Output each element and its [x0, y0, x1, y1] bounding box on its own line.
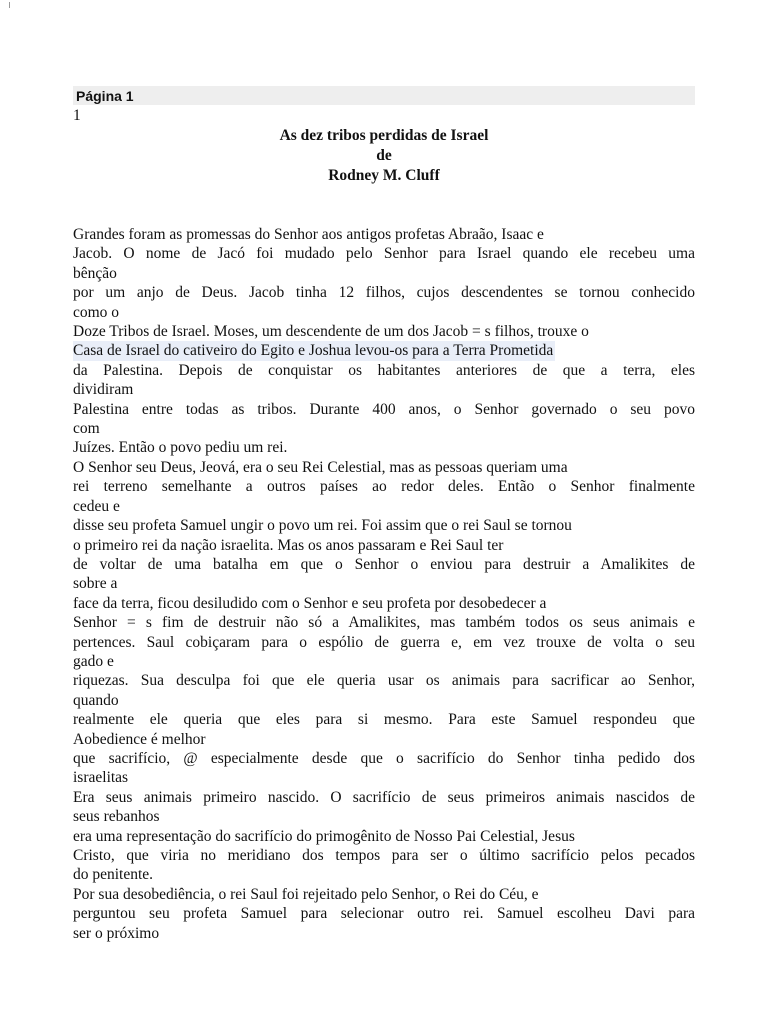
text-line: perguntou seu profeta Samuel para selecionar outro rei. Samuel escolheu Davi para [73, 905, 695, 923]
text-line: cedeu e [73, 497, 120, 515]
title-line: As dez tribos perdidas de Israel [279, 127, 489, 144]
text-line: sobre a [73, 575, 118, 593]
text-line: ser o próximo [73, 924, 160, 942]
text-line: Grandes foram as promessas do Senhor aos antigos profetas Abraão, Isaac e [73, 226, 544, 243]
text-line: riquezas. Sua desculpa foi que ele queria usar os animais para sacrificar ao Senhor, [73, 672, 695, 690]
text-line: gado e [73, 652, 114, 670]
text-line: rei terreno semelhante a outros países ao redor deles. Então o Senhor finalmente [73, 478, 695, 496]
text-line: dividiram [73, 381, 134, 399]
text-line: Aobedience é melhor [73, 730, 206, 748]
text-line: realmente ele queria que eles para si mesmo. Para este Samuel respondeu que [73, 711, 695, 729]
text-line: era uma representação do sacrifício do primogênito de Nosso Pai Celestial, Jesus [73, 827, 575, 845]
corner-mark [9, 2, 10, 8]
text-line: que sacrifício, @ especialmente desde que o sacrifício do Senhor tinha pedido dos [73, 749, 695, 767]
text-line: Senhor = s fim de destruir não só a Amalikites, mas também todos os seus animais e [73, 614, 695, 632]
text-line: O Senhor seu Deus, Jeová, era o seu Rei Celestial, mas as pessoas queriam uma [73, 458, 568, 476]
text-line: quando [73, 691, 119, 709]
author-line: Rodney M. Cluff [328, 167, 440, 184]
text-line: como o [73, 303, 120, 321]
text-line: face da terra, ficou desiludido com o Senhor e seu profeta por desobedecer a [73, 594, 547, 612]
text-line: o primeiro rei da nação israelita. Mas os anos passaram e Rei Saul ter [73, 536, 504, 554]
text-line: seus rebanhos [73, 808, 160, 826]
text-line: Doze Tribos de Israel. Moses, um descendente de um dos Jacob = s filhos, trouxe o [73, 323, 589, 341]
text-line: bênção [73, 264, 117, 282]
text-line [73, 341, 695, 360]
text-line: Juízes. Então o povo pediu um rei. [73, 439, 288, 457]
highlighted-text: Casa de Israel do cativeiro do Egito e Joshua levou-os para a Terra Prometida [73, 342, 554, 360]
text-line: da Palestina. Depois de conquistar os habitantes anteriores de que a terra, eles [73, 361, 695, 379]
text-line: pertences. Saul cobiçaram para o espólio de guerra e, em vez trouxe de volta o seu [73, 633, 695, 651]
text-line: disse seu profeta Samuel ungir o povo um rei. Foi assim que o rei Saul se tornou [73, 517, 572, 535]
text-line: de voltar de uma batalha em que o Senhor o enviou para destruir a Amalikites de [73, 555, 695, 573]
text-line: Cristo, que viria no meridiano dos tempos para ser o último sacrifício pelos pecados [73, 847, 695, 864]
title-line: de [376, 147, 392, 164]
text-line: por um anjo de Deus. Jacob tinha 12 filhos, cujos descendentes se tornou conhecido [73, 284, 695, 302]
text-line: Palestina entre todas as tribos. Durante 400 anos, o Senhor governado o seu povo [73, 400, 695, 418]
text-line: israelitas [73, 769, 129, 787]
text-line: do penitente. [73, 866, 154, 884]
page-header-bar [73, 86, 695, 105]
text-line: Por sua desobediência, o rei Saul foi rejeitado pelo Senhor, o Rei do Céu, e [73, 885, 539, 903]
text-line: com [73, 420, 100, 438]
page-number: 1 [73, 107, 81, 124]
text-line: Era seus animais primeiro nascido. O sacrifício de seus primeiros animais nascidos de [73, 788, 695, 806]
page-header-label: Página 1 [76, 88, 134, 104]
document-title [73, 126, 695, 186]
text-line: Jacob. O nome de Jacó foi mudado pelo Senhor para Israel quando ele recebeu uma [73, 245, 695, 263]
body-text [73, 225, 695, 943]
document-body [73, 106, 695, 943]
